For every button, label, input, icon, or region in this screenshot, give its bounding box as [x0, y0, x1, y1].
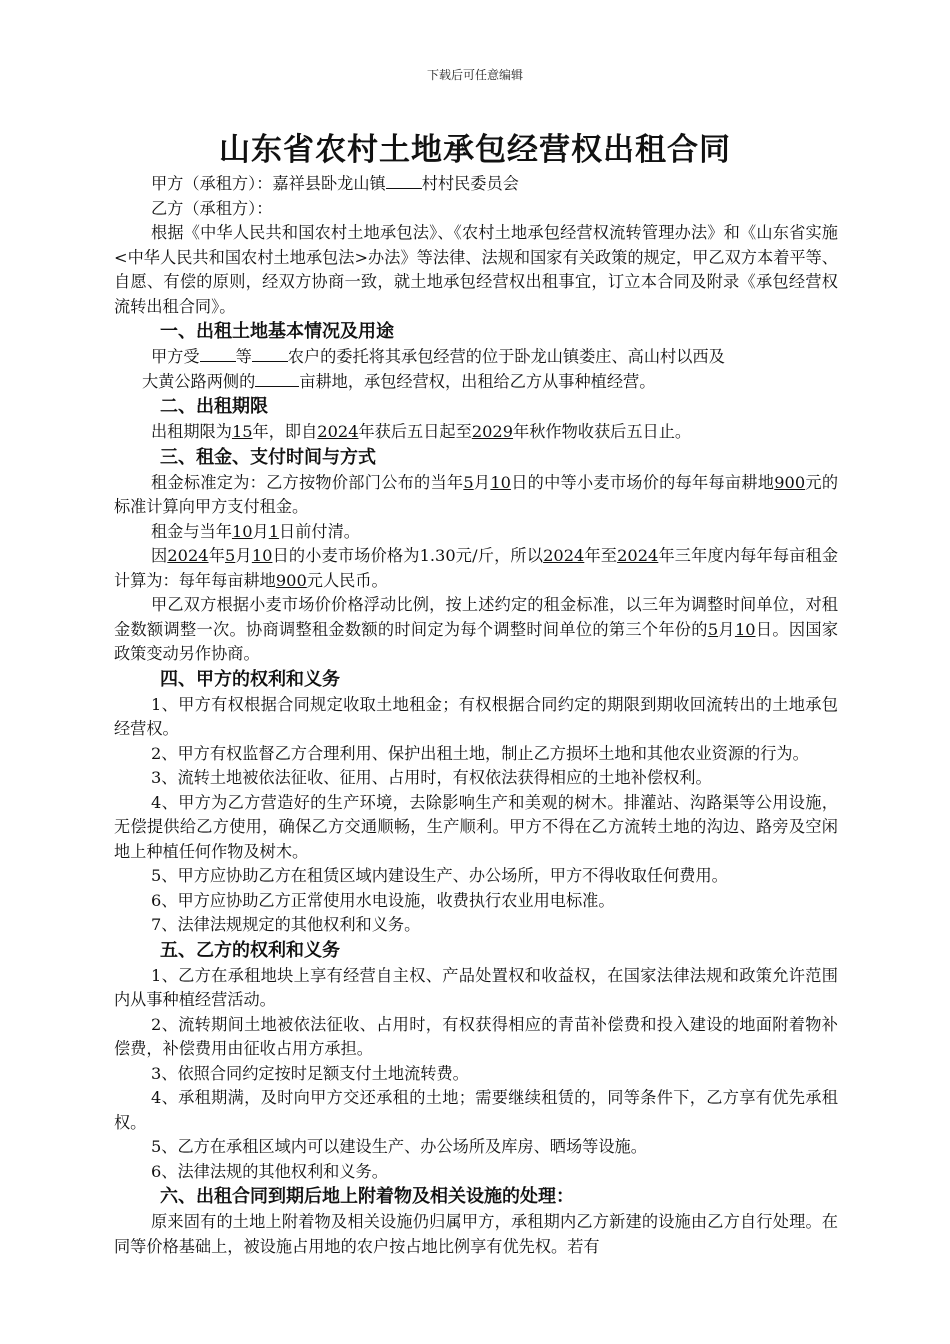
section-5-item: 1、乙方在承租地块上享有经营自主权、产品处置权和收益权，在国家法律法规和政策允许范围内从事种植经营活动。 — [114, 965, 838, 1009]
section-5-item: 2、流转期间土地被依法征收、占用时，有权获得相应的青苗补偿费和投入建设的地面附着物补偿费，补偿费用由征收占用方承担。 — [114, 1014, 838, 1058]
section-5-item: 3、依照合同约定按时足额支付土地流转费。 — [151, 1063, 469, 1083]
section-5-heading: 五、乙方的权利和义务 — [160, 939, 340, 961]
section-3-paragraph-1: 租金标准定为：乙方按物价部门公布的当年5月10日的中等小麦市场价的每年每亩耕地900元的标准计算向甲方支付租金。 — [114, 472, 839, 516]
section-3-paragraph-3: 因2024年5月10日的小麦市场价格为1.30元/斤，所以2024年至2024年三年度内每年每亩租金计算为：每年每亩耕地900元人民币。 — [114, 546, 839, 590]
section-4-heading: 四、甲方的权利和义务 — [160, 668, 340, 690]
section-1-line-2: 大黄公路两侧的 亩耕地，承包经营权，出租给乙方从事种植经营。 — [142, 371, 656, 391]
header-note: 下载后可任意编辑 — [426, 68, 523, 82]
section-5-item: 4、承租期满，及时向甲方交还承租的土地；需要继续租赁的，同等条件下，乙方享有优先承租权。 — [114, 1088, 838, 1132]
section-4-item: 4、甲方为乙方营造好的生产环境，去除影响生产和美观的树木。排灌站、沟路渠等公用设施，无偿提供给乙方使用，确保乙方交通顺畅，生产顺利。甲方不得在乙方流转土地的沟边、路旁及空闲地上种植任何作物及树木。 — [114, 792, 838, 861]
blank-field — [200, 347, 236, 362]
section-5-item: 5、乙方在承租区域内可以建设生产、办公场所及库房、晒场等设施。 — [151, 1137, 647, 1156]
blank-field — [255, 372, 299, 387]
section-4-item: 2、甲方有权监督乙方合理利用、保护出租土地，制止乙方损坏土地和其他农业资源的行为。 — [151, 743, 809, 763]
section-4-item: 1、甲方有权根据合同规定收取土地租金；有权根据合同约定的期限到期收回流转出的土地承包经营权。 — [114, 694, 838, 738]
intro-paragraph: 根据《中华人民共和国农村土地承包法》、《农村土地承包经营权流转管理办法》和《山东省实施<中华人民共和国农村土地承包法>办法》等法律、法规和国家有关政策的规定，甲乙双方本着平等、自愿、有偿的原则，经双方协商一致，就土地承包经营权出租事宜，订立本合同及附录《承包经营权流转出租合同》。 — [114, 223, 838, 316]
document-title: 山东省农村土地承包经营权出租合同 — [219, 132, 731, 168]
party-a-line: 甲方（承租方）：嘉祥县卧龙山镇 村村民委员会 — [151, 174, 519, 193]
section-1-line-1: 甲方受 等 农户的委托将其承包经营的位于卧龙山镇娄庄、高山村以西及 — [151, 347, 725, 366]
section-3-paragraph-4: 甲乙双方根据小麦市场价价格浮动比例，按上述约定的租金标准，以三年为调整时间单位，对租金数额调整一次。协商调整租金数额的时间定为每个调整时间单位的第三个年份的5月10日。因国家政策变动另作协商。 — [114, 595, 839, 663]
section-4-item: 7、法律法规规定的其他权利和义务。 — [151, 915, 421, 934]
contract-body — [114, 172, 838, 1259]
section-1-heading: 一、出租土地基本情况及用途 — [160, 321, 394, 342]
section-2-heading: 二、出租期限 — [160, 396, 268, 417]
section-4-item: 5、甲方应协助乙方在租赁区域内建设生产、办公场所，甲方不得收取任何费用。 — [151, 866, 728, 885]
section-6-heading: 六、出租合同到期后地上附着物及相关设施的处理： — [160, 1186, 574, 1207]
party-b-line: 乙方（承租方）： — [151, 198, 273, 218]
section-2-paragraph: 出租期限为15年，即自2024年获后五日起至2029年秋作物收获后五日止。 — [151, 422, 692, 441]
section-6-paragraph: 原来固有的土地上附着物及相关设施仍归属甲方，承租期内乙方新建的设施由乙方自行处理。在同等价格基础上，被设施占用地的农户按占地比例享有优先权。若有 — [114, 1212, 838, 1256]
section-4-item: 3、流转土地被依法征收、征用、占用时，有权依法获得相应的土地补偿权利。 — [151, 768, 712, 787]
section-3-heading: 三、租金、支付时间与方式 — [160, 446, 376, 468]
section-5-item: 6、法律法规的其他权利和义务。 — [151, 1161, 388, 1181]
blank-field — [252, 347, 288, 362]
section-3-paragraph-2: 租金与当年10月1日前付清。 — [151, 521, 360, 541]
section-4-item: 6、甲方应协助乙方正常使用水电设施，收费执行农业用电标准。 — [151, 890, 615, 910]
blank-field — [386, 174, 422, 189]
